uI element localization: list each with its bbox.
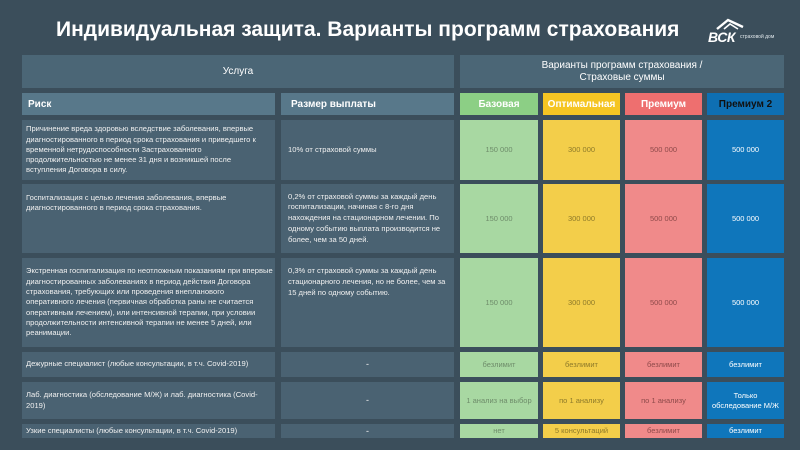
- table-cell-premium: безлимит: [625, 352, 702, 377]
- table-row-risk: Узкие специалисты (любые консультации, в т.ч. Covid-2019): [22, 424, 275, 438]
- column-header-basic: [460, 93, 538, 115]
- table-cell-optimal: 300 000: [543, 258, 620, 347]
- table-cell-basic: 150 000: [460, 120, 538, 180]
- vsk-logo: [706, 18, 798, 52]
- table-cell-premium2: 500 000: [707, 184, 784, 253]
- table-row-risk: Лаб. диагностика (обследование М/Ж) и лаб. диагностика (Covid-2019): [22, 382, 275, 419]
- table-row-payout: -: [281, 352, 454, 377]
- column-header-payout-label: Размер выплаты: [291, 98, 376, 110]
- logo-tagline: страховой дом: [740, 34, 775, 40]
- table-row-payout: -: [281, 382, 454, 419]
- column-header-risk-label: Риск: [28, 98, 52, 110]
- table-cell-optimal: безлимит: [543, 352, 620, 377]
- table-cell-premium2: 500 000: [707, 258, 784, 347]
- column-header-payout: [281, 93, 454, 115]
- table-cell-premium: безлимит: [625, 424, 702, 438]
- table-cell-basic: 150 000: [460, 184, 538, 253]
- table-cell-premium2: безлимит: [707, 424, 784, 438]
- variants-header: [460, 55, 784, 88]
- column-header-basic-label: Базовая: [478, 98, 520, 110]
- table-cell-optimal: 5 консультаций: [543, 424, 620, 438]
- table-cell-basic: 1 анализ на выбор: [460, 382, 538, 419]
- table-row-payout: 10% от страховой суммы: [281, 120, 454, 180]
- table-cell-optimal: 300 000: [543, 120, 620, 180]
- column-header-optimal-label: Оптимальная: [547, 98, 616, 110]
- variants-header-line2: Страховые суммы: [579, 71, 665, 83]
- table-row-risk: Экстренная госпитализация по неотложным показаниям при впервые диагностированных заболеваниях в период действия Договора страхования, требующих или проведения внепланового оперативного лечения (первичная обработка раны не считается оперативным лечением), или интенсивной терапии, при условии продолжительности интенсивной терапии не менее 5 дней, или реанимации.: [22, 258, 275, 347]
- column-header-risk: [22, 93, 275, 115]
- table-cell-premium: по 1 анализу: [625, 382, 702, 419]
- table-cell-premium2: безлимит: [707, 352, 784, 377]
- table-row-risk: Причинение вреда здоровью вследствие заболевания, впервые диагностированного в период срока страхования и приведшего к временной нетрудоспособности Застрахованного продолжительностью не менее 31 дня и возникшей после вступления Договора в силу.: [22, 120, 275, 180]
- column-header-premium2: [707, 93, 784, 115]
- logo-wordmark: ВСК: [708, 29, 735, 45]
- service-header: [22, 55, 454, 88]
- column-header-premium-label: Премиум: [640, 98, 687, 110]
- table-row-payout: 0,3% от страховой суммы за каждый день стационарного лечения, но не более, чем за 15 дней по одному событию.: [281, 258, 454, 347]
- table-row-payout: -: [281, 424, 454, 438]
- table-cell-optimal: по 1 анализу: [543, 382, 620, 419]
- table-cell-premium2: 500 000: [707, 120, 784, 180]
- service-header-label: Услуга: [222, 65, 254, 77]
- column-header-optimal: [543, 93, 620, 115]
- table-cell-basic: нет: [460, 424, 538, 438]
- table-cell-premium: 500 000: [625, 258, 702, 347]
- table-cell-premium: 500 000: [625, 120, 702, 180]
- column-header-premium2-label: Премиум 2: [718, 98, 773, 110]
- table-cell-optimal: 300 000: [543, 184, 620, 253]
- table-cell-basic: 150 000: [460, 258, 538, 347]
- variants-header-line1: Варианты программ страхования /: [541, 59, 703, 71]
- page-title: Индивидуальная защита. Варианты программ страхования: [56, 18, 680, 41]
- table-row-payout: 0,2% от страховой суммы за каждый день госпитализации, начиная с 8-го дня нахождения на стационарном лечении. По одному событию выплата производится не более, чем за 50 дней.: [281, 184, 454, 253]
- table-cell-premium: 500 000: [625, 184, 702, 253]
- table-cell-premium2: Только обследование М/Ж: [707, 382, 784, 419]
- table-row-risk: Дежурные специалист (любые консультации, в т.ч. Covid-2019): [22, 352, 275, 377]
- table-row-risk: Госпитализация с целью лечения заболевания, впервые диагностированного в период срока страхования.: [22, 184, 275, 253]
- table-cell-basic: безлимит: [460, 352, 538, 377]
- column-header-premium: [625, 93, 702, 115]
